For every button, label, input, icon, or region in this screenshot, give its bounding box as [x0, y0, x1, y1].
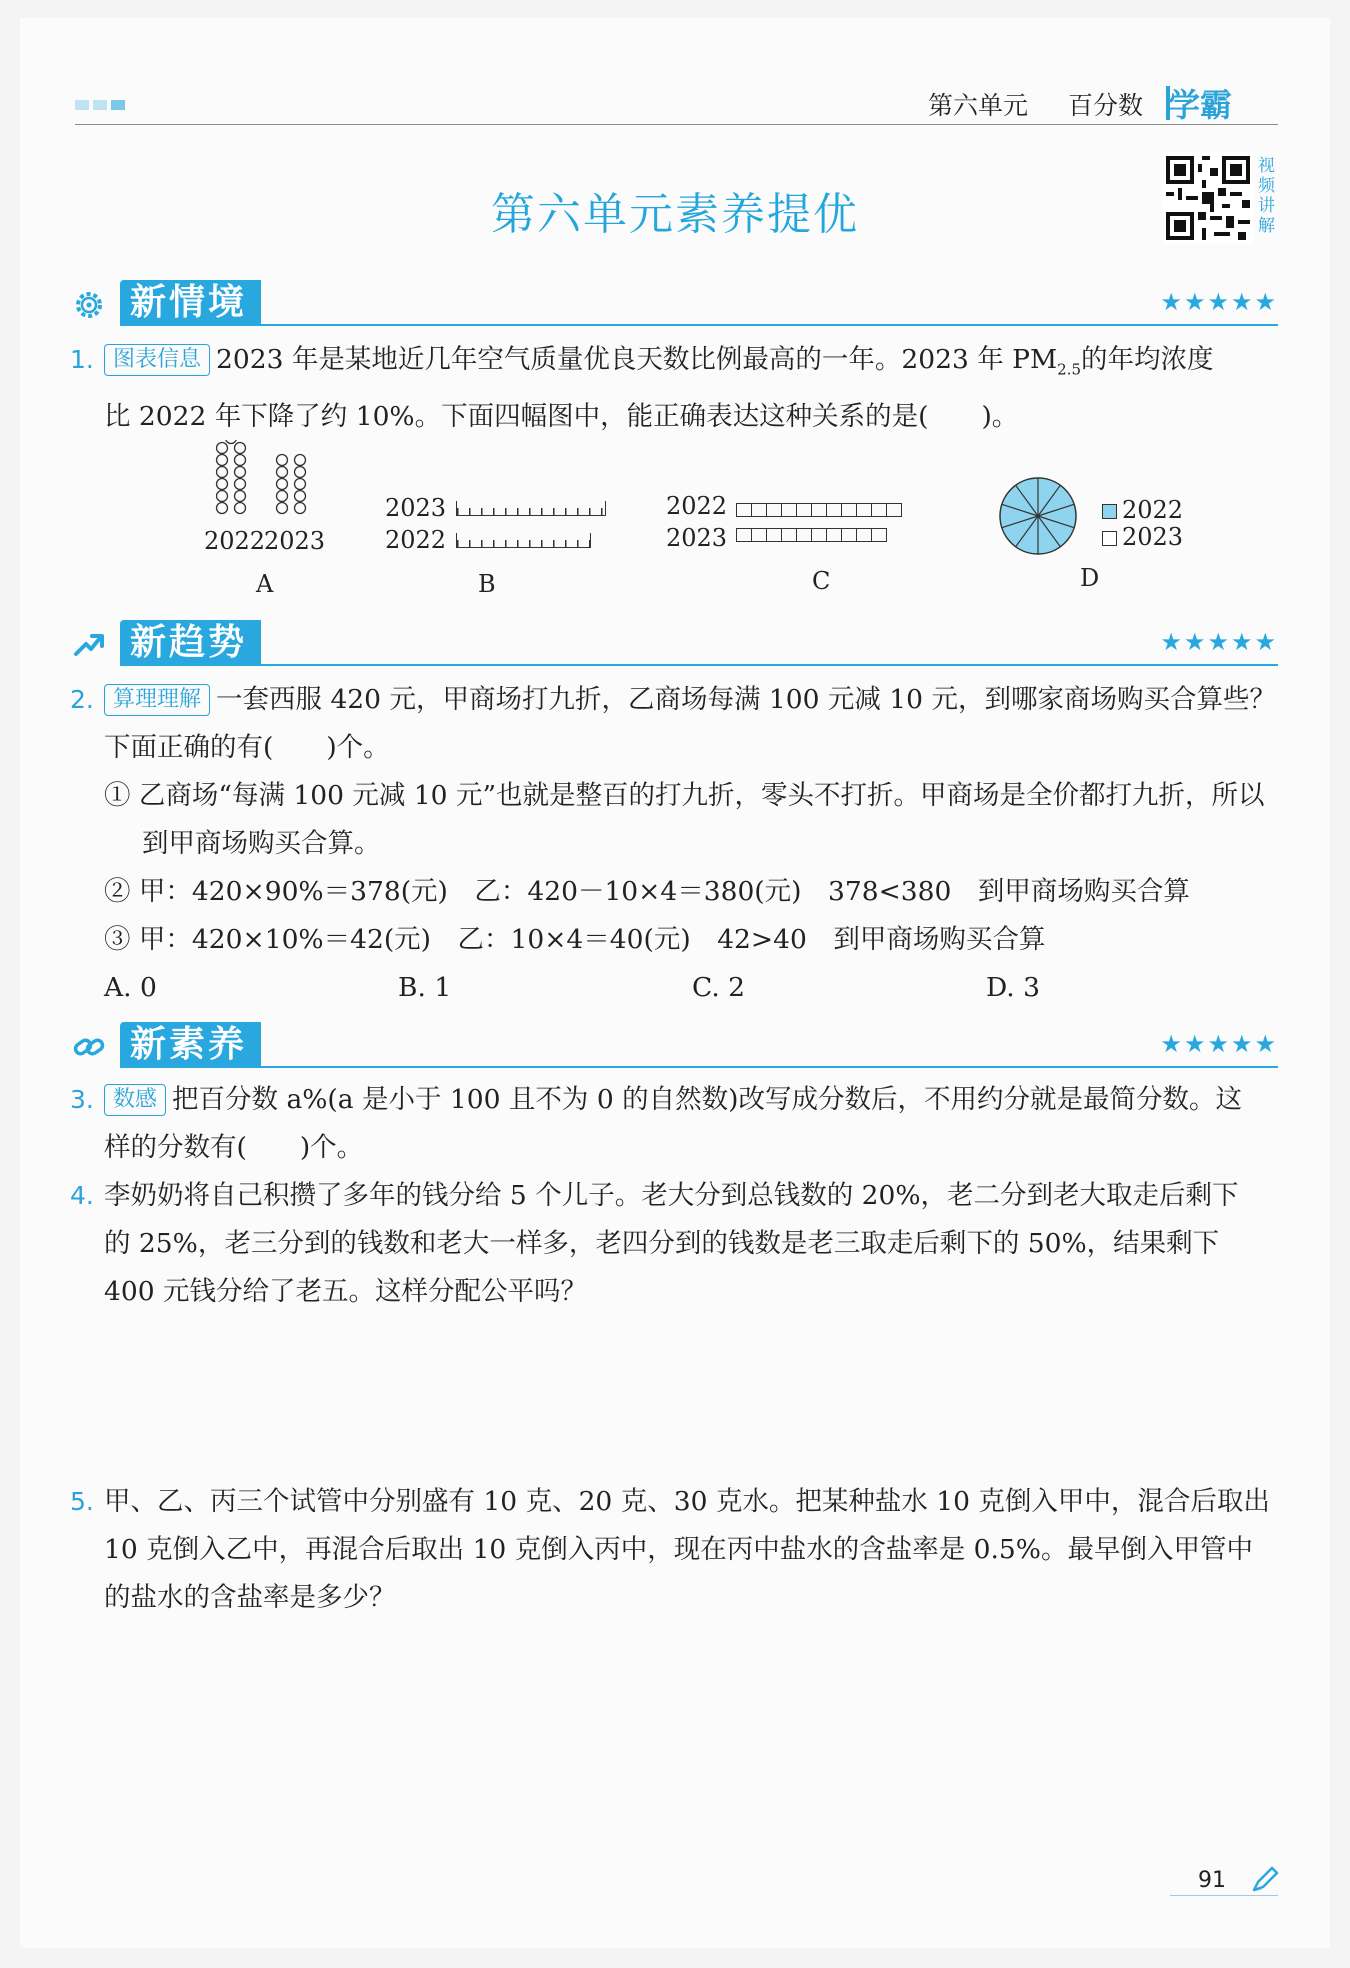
legend-swatch-2022 — [1102, 504, 1117, 519]
trend-arrow-icon — [72, 628, 106, 662]
answer-options — [70, 964, 1280, 1012]
difficulty-stars: ★★★★★ — [1160, 628, 1278, 656]
figure-a-label: 2023 — [264, 527, 326, 555]
page-title: 第六单元素养提优 — [491, 189, 859, 240]
figure-a-label: 2022 — [204, 527, 266, 555]
question-tag: 数感 — [104, 1084, 166, 1116]
question-5 — [70, 1478, 1280, 1622]
subscript: 2.5 — [1057, 360, 1081, 379]
question-number: 5. — [70, 1487, 94, 1516]
page-number: 91 — [1198, 1868, 1226, 1893]
statement-1: ① 乙商场“每满 100 元减 10 元”也就是整百的打九折，零头不打折。甲商场是全价都打九折，所以 — [104, 780, 1265, 811]
question-text: 甲、乙、丙三个试管中分别盛有 10 克、20 克、30 克水。把某种盐水 10 克倒入甲中，混合后取出 — [104, 1486, 1270, 1517]
section-rule — [120, 324, 1278, 326]
qr-code-icon[interactable] — [1162, 152, 1254, 244]
figure-a-circles — [205, 440, 315, 530]
question-number: 1. — [70, 345, 94, 374]
question-text: 的 25%，老三分到的钱数和老大一样多，老四分到的钱数是老三取走后剩下的 50%，结果剩下 — [104, 1228, 1220, 1259]
header-topic: 百分数 — [1068, 91, 1144, 120]
brand-logo: 学霸 — [1168, 86, 1233, 124]
section-header-new-context — [72, 280, 1278, 328]
difficulty-stars: ★★★★★ — [1160, 1030, 1278, 1058]
page-number-rule — [1170, 1895, 1278, 1896]
section-header-new-literacy — [72, 1022, 1278, 1070]
header-rule — [75, 124, 1278, 125]
figure-b-bar — [456, 501, 606, 516]
section-label: 新情境 — [120, 280, 261, 324]
figure-d-legend: 2022 — [1122, 496, 1184, 524]
figure-c-bar — [736, 528, 887, 542]
question-3 — [70, 1076, 1280, 1172]
option-a[interactable]: A. 0 — [104, 972, 157, 1003]
figure-d-letter: D — [1080, 564, 1100, 592]
question-text: 10 克倒入乙中，再混合后取出 10 克倒入丙中，现在丙中盐水的含盐率是 0.5%。最早倒入甲管中 — [104, 1534, 1253, 1565]
question-text: 把百分数 a%(a 是小于 100 且不为 0 的自然数)改写成分数后，不用约分就是最简分数。这 — [172, 1084, 1242, 1115]
figure-d-legend: 2023 — [1122, 523, 1184, 551]
gear-icon — [72, 288, 106, 322]
question-4 — [70, 1172, 1280, 1316]
qr-caption: 视频讲解 — [1258, 156, 1275, 236]
question-text: 李奶奶将自己积攒了多年的钱分给 5 个儿子。老大分到总钱数的 20%，老二分到老大取走后剩下 — [104, 1180, 1239, 1211]
figure-b-letter: B — [478, 570, 496, 598]
figure-b-bar — [456, 533, 591, 548]
statement-1-cont: 到甲商场购买合算。 — [142, 828, 381, 859]
figure-c-bar — [736, 503, 902, 517]
figure-c-label: 2023 — [666, 524, 728, 552]
figure-b-label: 2022 — [385, 526, 447, 554]
statement-2: ② 甲：420×90%＝378(元) 乙：420－10×4＝380(元) 378<380 到甲商场购买合算 — [104, 876, 1190, 907]
question-text: 样的分数有( )个。 — [104, 1132, 364, 1163]
section-header-new-trend — [72, 620, 1278, 668]
question-1 — [70, 336, 1280, 441]
question-tag: 算理理解 — [104, 684, 210, 716]
question-text: 下面正确的有( )个。 — [104, 732, 390, 763]
question-text: 的年均浓度 — [1081, 344, 1214, 375]
link-icon — [72, 1030, 106, 1064]
header-unit: 第六单元 — [928, 91, 1029, 120]
legend-swatch-2023 — [1102, 531, 1117, 546]
question-text: 2023 年是某地近几年空气质量优良天数比例最高的一年。2023 年 PM — [216, 344, 1058, 375]
figure-b-label: 2023 — [385, 494, 447, 522]
figure-c-letter: C — [812, 567, 831, 595]
pencil-icon — [1250, 1866, 1280, 1894]
question-tag: 图表信息 — [104, 344, 210, 376]
section-rule — [120, 664, 1278, 666]
difficulty-stars: ★★★★★ — [1160, 288, 1278, 316]
section-rule — [120, 1066, 1278, 1068]
option-c[interactable]: C. 2 — [692, 972, 746, 1003]
header-decoration — [75, 100, 125, 110]
option-b[interactable]: B. 1 — [398, 972, 452, 1003]
statement-3: ③ 甲：420×10%＝42(元) 乙：10×4＝40(元) 42>40 到甲商场购买合算 — [104, 924, 1046, 955]
question-number: 4. — [70, 1181, 94, 1210]
question-text: 400 元钱分给了老五。这样分配公平吗？ — [104, 1276, 588, 1307]
section-label: 新素养 — [120, 1022, 261, 1066]
section-label: 新趋势 — [120, 620, 261, 664]
question-text: 一套西服 420 元，甲商场打九折，乙商场每满 100 元减 10 元，到哪家商场购买合算些？ — [216, 684, 1276, 715]
question-number: 3. — [70, 1085, 94, 1114]
question-2 — [70, 676, 1280, 1012]
question-text: 的盐水的含盐率是多少？ — [104, 1582, 396, 1613]
option-d[interactable]: D. 3 — [986, 972, 1041, 1003]
figure-d-pie — [996, 474, 1080, 558]
figure-c-label: 2022 — [666, 492, 728, 520]
question-number: 2. — [70, 685, 94, 714]
figure-a-letter: A — [256, 570, 274, 598]
question-text: 比 2022 年下降了约 10%。下面四幅图中，能正确表达这种关系的是( )。 — [104, 401, 1019, 433]
